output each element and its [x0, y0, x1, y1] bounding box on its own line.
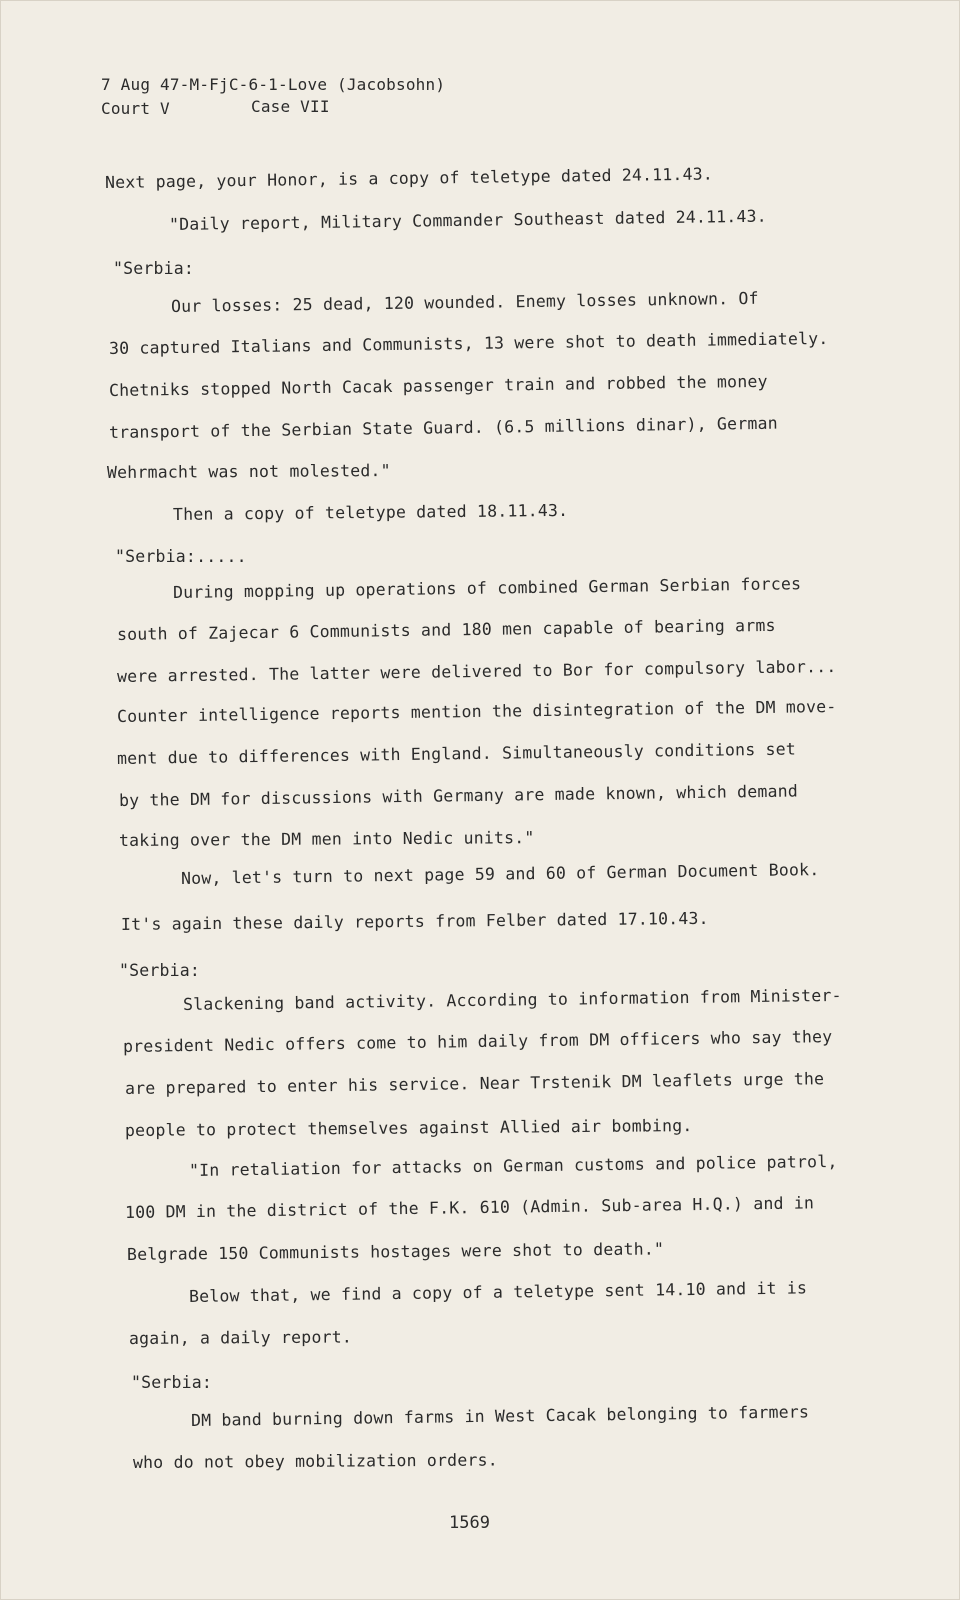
text-line: Belgrade 150 Communists hostages were shot to death." [126, 1239, 665, 1264]
text-line: Chetniks stopped North Cacak passenger train and robbed the money [108, 371, 768, 400]
header-court: Court V [101, 99, 170, 118]
text-line: "Serbia: [131, 1373, 213, 1392]
text-line: "Daily report, Military Commander Southeast dated 24.11.43. [168, 206, 767, 234]
text-line: During mopping up operations of combined German Serbian forces [172, 574, 802, 602]
text-line: It's again these daily reports from Felber dated 17.10.43. [120, 908, 709, 934]
text-line: by the DM for discussions with Germany are made known, which demand [118, 781, 799, 810]
text-line: who do not obey mobilization orders. [132, 1450, 498, 1472]
text-line: south of Zajecar 6 Communists and 180 men capable of bearing arms [116, 615, 776, 644]
text-line: Then a copy of teletype dated 18.11.43. [172, 500, 569, 524]
text-line: "Serbia:..... [115, 547, 247, 566]
text-line: again, a daily report. [128, 1327, 353, 1348]
text-line: Slackening band activity. According to information from Minister- [182, 985, 842, 1014]
text-line: transport of the Serbian State Guard. (6.5 millions dinar), German [108, 413, 778, 442]
text-line: president Nedic offers come to him daily from DM officers who say they [122, 1027, 833, 1056]
text-line: were arrested. The latter were delivered to Bor for compulsory labor... [116, 656, 837, 686]
text-line: Below that, we find a copy of a teletype sent 14.10 and it is [188, 1278, 808, 1306]
text-line: Counter intelligence reports mention the disintegration of the DM move- [116, 696, 837, 726]
text-line: "Serbia: [113, 259, 195, 278]
text-line: Our losses: 25 dead, 120 wounded. Enemy losses unknown. Of [170, 288, 759, 316]
text-line: Wehrmacht was not molested." [106, 461, 391, 482]
text-line: are prepared to enter his service. Near Trstenik DM leaflets urge the [124, 1069, 825, 1098]
header-reference: 7 Aug 47-M-FjC-6-1-Love (Jacobsohn) [101, 75, 446, 94]
header-case: Case VII [251, 97, 330, 116]
text-line: 30 captured Italians and Communists, 13 were shot to death immediately. [108, 328, 829, 358]
text-line: Next page, your Honor, is a copy of teletype dated 24.11.43. [104, 164, 714, 192]
text-line: people to protect themselves against Allied air bombing. [124, 1116, 693, 1140]
text-line: ment due to differences with England. Simultaneously conditions set [116, 739, 797, 768]
text-line: 100 DM in the district of the F.K. 610 (Admin. Sub-area H.Q.) and in [124, 1193, 815, 1222]
text-line: Now, let's turn to next page 59 and 60 of German Document Book. [180, 860, 820, 888]
text-line: "In retaliation for attacks on German customs and police patrol, [188, 1151, 838, 1180]
text-line: "Serbia: [119, 961, 201, 980]
text-line: DM band burning down farms in West Cacak belonging to farmers [190, 1402, 810, 1430]
text-line: taking over the DM men into Nedic units." [118, 828, 535, 850]
page-number: 1569 [449, 1513, 490, 1533]
